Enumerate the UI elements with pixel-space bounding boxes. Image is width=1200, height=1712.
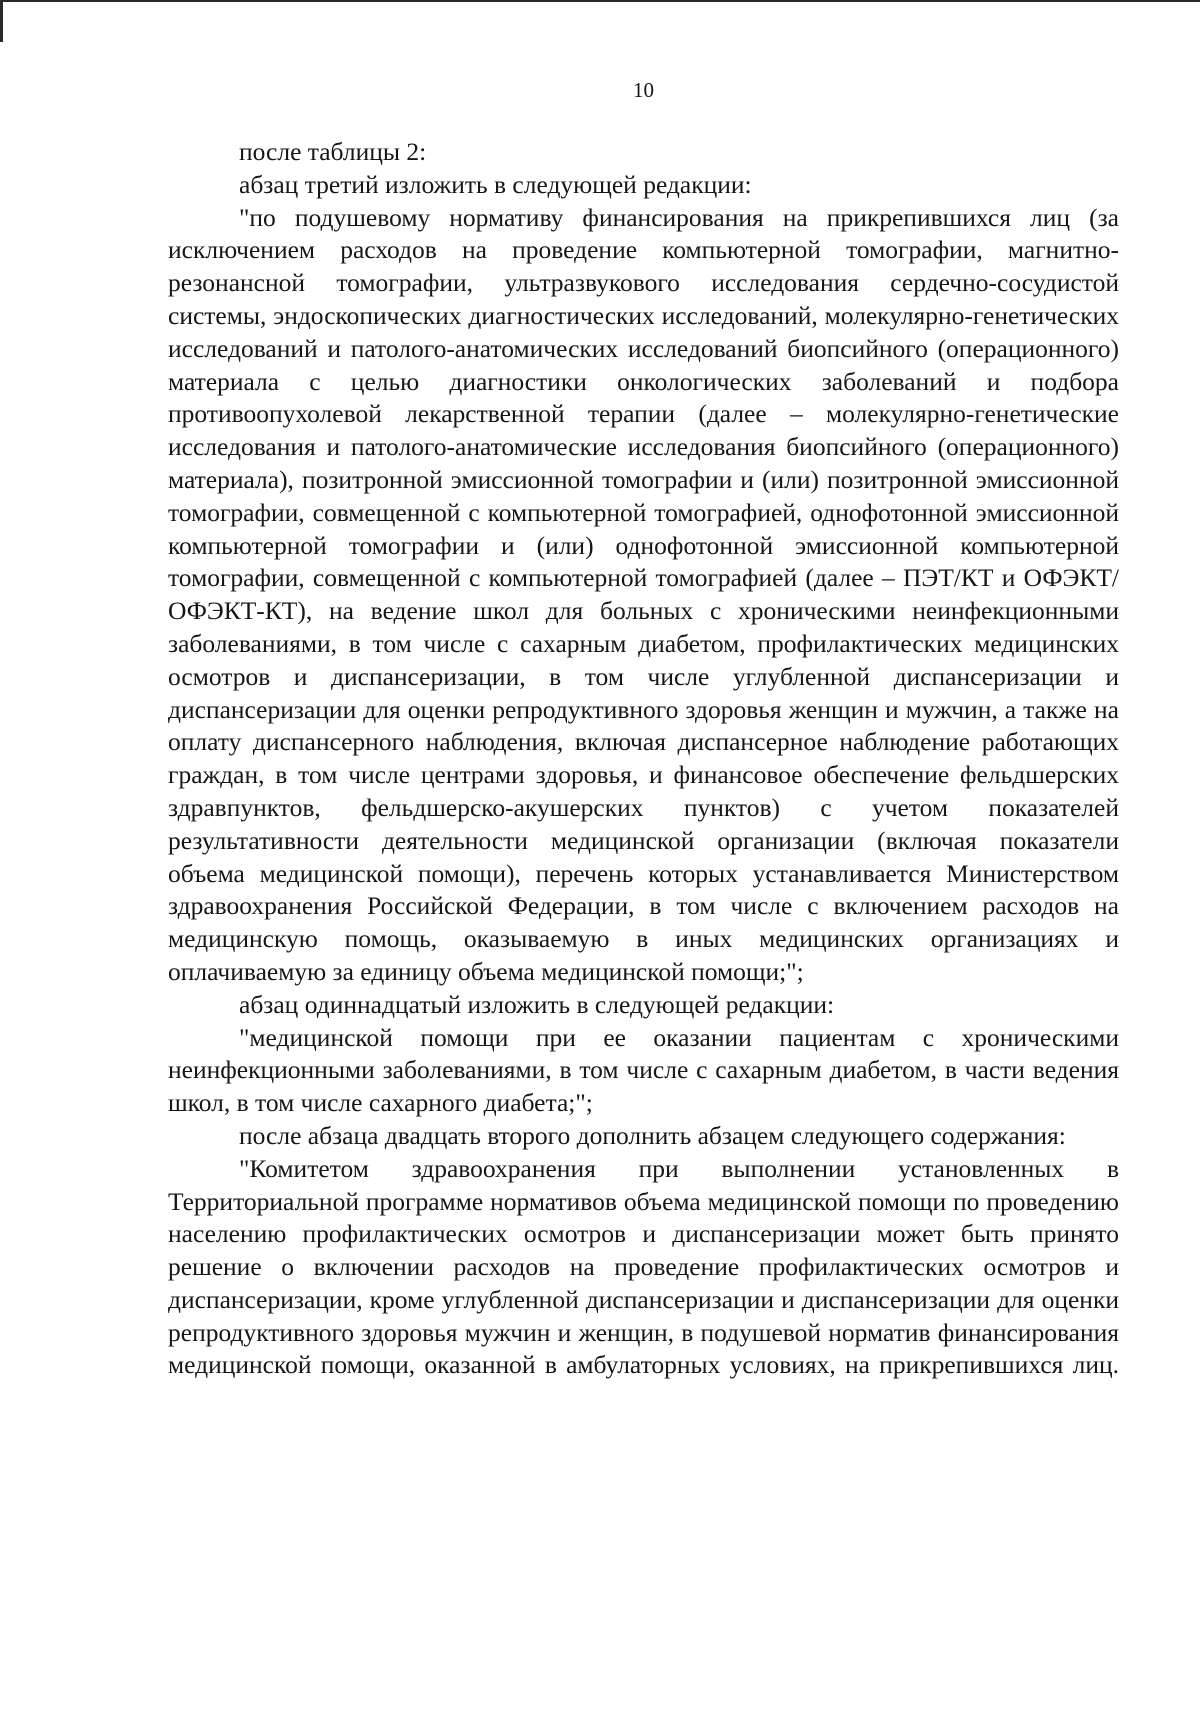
paragraph-instruction-third: абзац третий изложить в следующей редакции: [239, 169, 752, 199]
paragraph-instruction-addition: после абзаца двадцать второго дополнить абзацем следующего содержания: [239, 1120, 1066, 1150]
paragraph-quoted-per-capita: "по подушевому нормативу финансирования на прикрепившихся лиц (за исключением расходов на проведение компьютерной томографии, магнитно-резонансной томографии, ультразвукового исследования сердечно-сосудистой системы, эндоскопических диагностических исследований, молекулярно-генетических исследований и патолого-анатомических исследований биопсийного (операционного) материала с целью диагностики онкологических заболеваний и подбора противоопухолевой лекарственной терапии (далее – молекулярно-генетические исследования и патолого-анатомические исследования биопсийного (операционного) материала), позитронной эмиссионной томографии и (или) позитронной эмиссионной томографии, совмещенной с компьютерной томографией, однофотонной эмиссионной компьютерной томографии и (или) однофотонной эмиссионной компьютерной томографии, совмещенной с компьютерной томографией (далее – ПЭТ/КТ и ОФЭКТ/ОФЭКТ-КТ), на ведение школ для больных с хроническими неинфекционными заболеваниями, в том числе с сахарным диабетом, профилактических медицинских осмотров и диспансеризации, в том числе углубленной диспансеризации и диспансеризации для оценки репродуктивного здоровья женщин и мужчин, а также на оплату диспансерного наблюдения, включая диспансерное наблюдение работающих граждан, в том числе центрами здоровья, и финансовое обеспечение фельдшерских здравпунктов, фельдшерско-акушерских пунктов) с учетом показателей результативности деятельности медицинской организации (включая показатели объема медицинской помощи), перечень которых устанавливается Министерством здравоохранения Российской Федерации, в том числе с включением расходов на медицинскую помощь, оказываемую в иных медицинских организациях и оплачиваемую за единицу объема медицинской помощи;"; [168, 202, 1119, 986]
document-body [168, 136, 1119, 1382]
paragraph-quoted-medical-care: "медицинской помощи при ее оказании пациентам с хроническими неинфекционными заболеваниями, в том числе с сахарным диабетом, в части ведения школ, в том числе сахарного диабета;"; [168, 1022, 1119, 1118]
paragraph-instruction-eleventh: абзац одиннадцатый изложить в следующей редакции: [239, 989, 835, 1019]
paragraph-quoted-committee: "Комитетом здравоохранения при выполнении установленных в Территориальной программе нормативов объема медицинской помощи по проведению населению профилактических осмотров и диспансеризации может быть принято решение о включении расходов на проведение профилактических осмотров и диспансеризации, кроме углубленной диспансеризации и диспансеризации для оценки репродуктивного здоровья мужчин и женщин, в подушевой норматив финансирования медицинской помощи, оказанной в амбулаторных условиях, на прикрепившихся лиц. [168, 1153, 1119, 1380]
page-number: 10 [633, 78, 654, 102]
scan-edge-top [0, 0, 1200, 2]
scan-edge-left [0, 0, 3, 42]
paragraph-after-table: после таблицы 2: [239, 137, 427, 166]
